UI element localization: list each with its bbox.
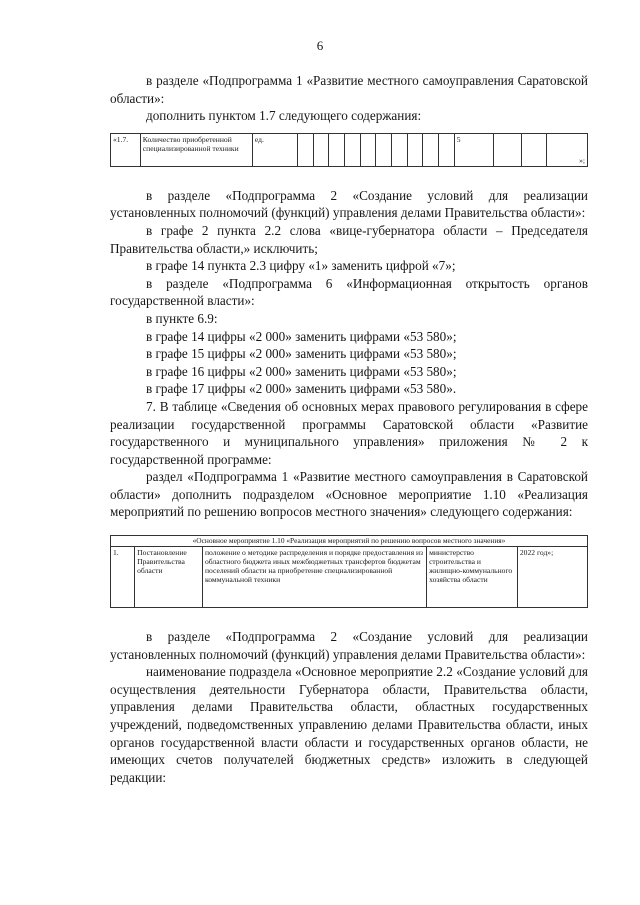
item-name-cell: Количество приобретенной специализированной техники [140,133,252,166]
item-end-cell: »; [546,133,587,166]
item-1-7-table [110,133,588,167]
event-executor-cell: министерство строительства и жилищно-коммунального хозяйства области [427,547,518,608]
empty-cell [345,133,361,166]
event-term-cell: 2022 год»; [517,547,587,608]
event-table [110,535,588,608]
item-unit-cell: ед. [252,133,297,166]
paragraph-column-17-figures: в графе 17 цифры «2 000» заменить цифрами «53 580». [146,381,457,397]
document-body [110,72,588,786]
item-value-cell: 5 [454,133,493,166]
event-number-cell: 1. [111,547,135,608]
paragraph-point-7: 7. В таблице «Сведения об основных мерах правового регулирования в сфере реализации государственной программы Саратовской области «Развитие государственного и муниципального управления» приложения № 2 к государственной программе: [110,398,588,467]
event-content-cell: положение о методике распределения и порядке предоставления из областного бюджета иных межбюджетных трансфертов бюджетам поселений области на приобретение специализированной коммунальной техники [202,547,426,608]
empty-cell [423,133,439,166]
paragraph-section-2: в разделе «Подпрограмма 2 «Создание условий для реализации установленных полномочий (функций) управления делами Правительства области»: [110,187,588,221]
paragraph-add-subsection: раздел «Подпрограмма 1 «Развитие местного самоуправления в Саратовской области» дополнить подразделом «Основное мероприятие 1.10 «Реализация мероприятий по решению вопросов местного значения» следующего содержания: [110,469,588,520]
empty-cell [439,133,455,166]
paragraph-section-1: в разделе «Подпрограмма 1 «Развитие местного самоуправления Саратовской области»: [110,73,588,106]
paragraph-column-14-figures: в графе 14 цифры «2 000» заменить цифрами «53 580»; [146,328,457,344]
empty-cell [329,133,345,166]
empty-cell [522,133,547,166]
paragraph-column-2: в графе 2 пункта 2.2 слова «вице-губернатора области – Председателя Правительства области,» исключить; [110,222,588,256]
empty-cell [298,133,314,166]
page-number: 6 [316,38,324,53]
paragraph-column-16-figures: в графе 16 цифры «2 000» заменить цифрами «53 580»; [146,363,457,379]
paragraph-subsection-name: наименование подраздела «Основное мероприятие 2.2 «Создание условий для осуществления деятельности Губернатора области, Правительства области, управления делами Правительства области, областных государственных учреждений, подведомственных управлению делами Правительства области, иных органов государственной власти области и государственных органов области, не имеющих счетов получателей бюджетных средств» изложить в следующей редакции: [110,664,588,785]
event-type-cell: Постановление Правительства области [135,547,203,608]
paragraph-add-item: дополнить пунктом 1.7 следующего содержания: [146,108,422,124]
empty-cell [493,133,521,166]
paragraph-item-6-9: в пункте 6.9: [146,310,218,326]
event-table-header: «Основное мероприятие 1.10 «Реализация мероприятий по решению вопросов местного значения» [111,536,588,547]
paragraph-column-14: в графе 14 пункта 2.3 цифру «1» заменить цифрой «7»; [146,258,456,274]
empty-cell [313,133,329,166]
empty-cell [376,133,392,166]
empty-cell [392,133,408,166]
empty-cell [407,133,423,166]
empty-cell [360,133,376,166]
paragraph-column-15-figures: в графе 15 цифры «2 000» заменить цифрами «53 580»; [146,346,457,362]
paragraph-section-6: в разделе «Подпрограмма 6 «Информационная открытость органов государственной власти»: [110,275,588,309]
paragraph-section-2-repeat: в разделе «Подпрограмма 2 «Создание условий для реализации установленных полномочий (функций) управления делами Правительства области»: [110,629,588,662]
item-number-cell: «1.7. [111,133,141,166]
